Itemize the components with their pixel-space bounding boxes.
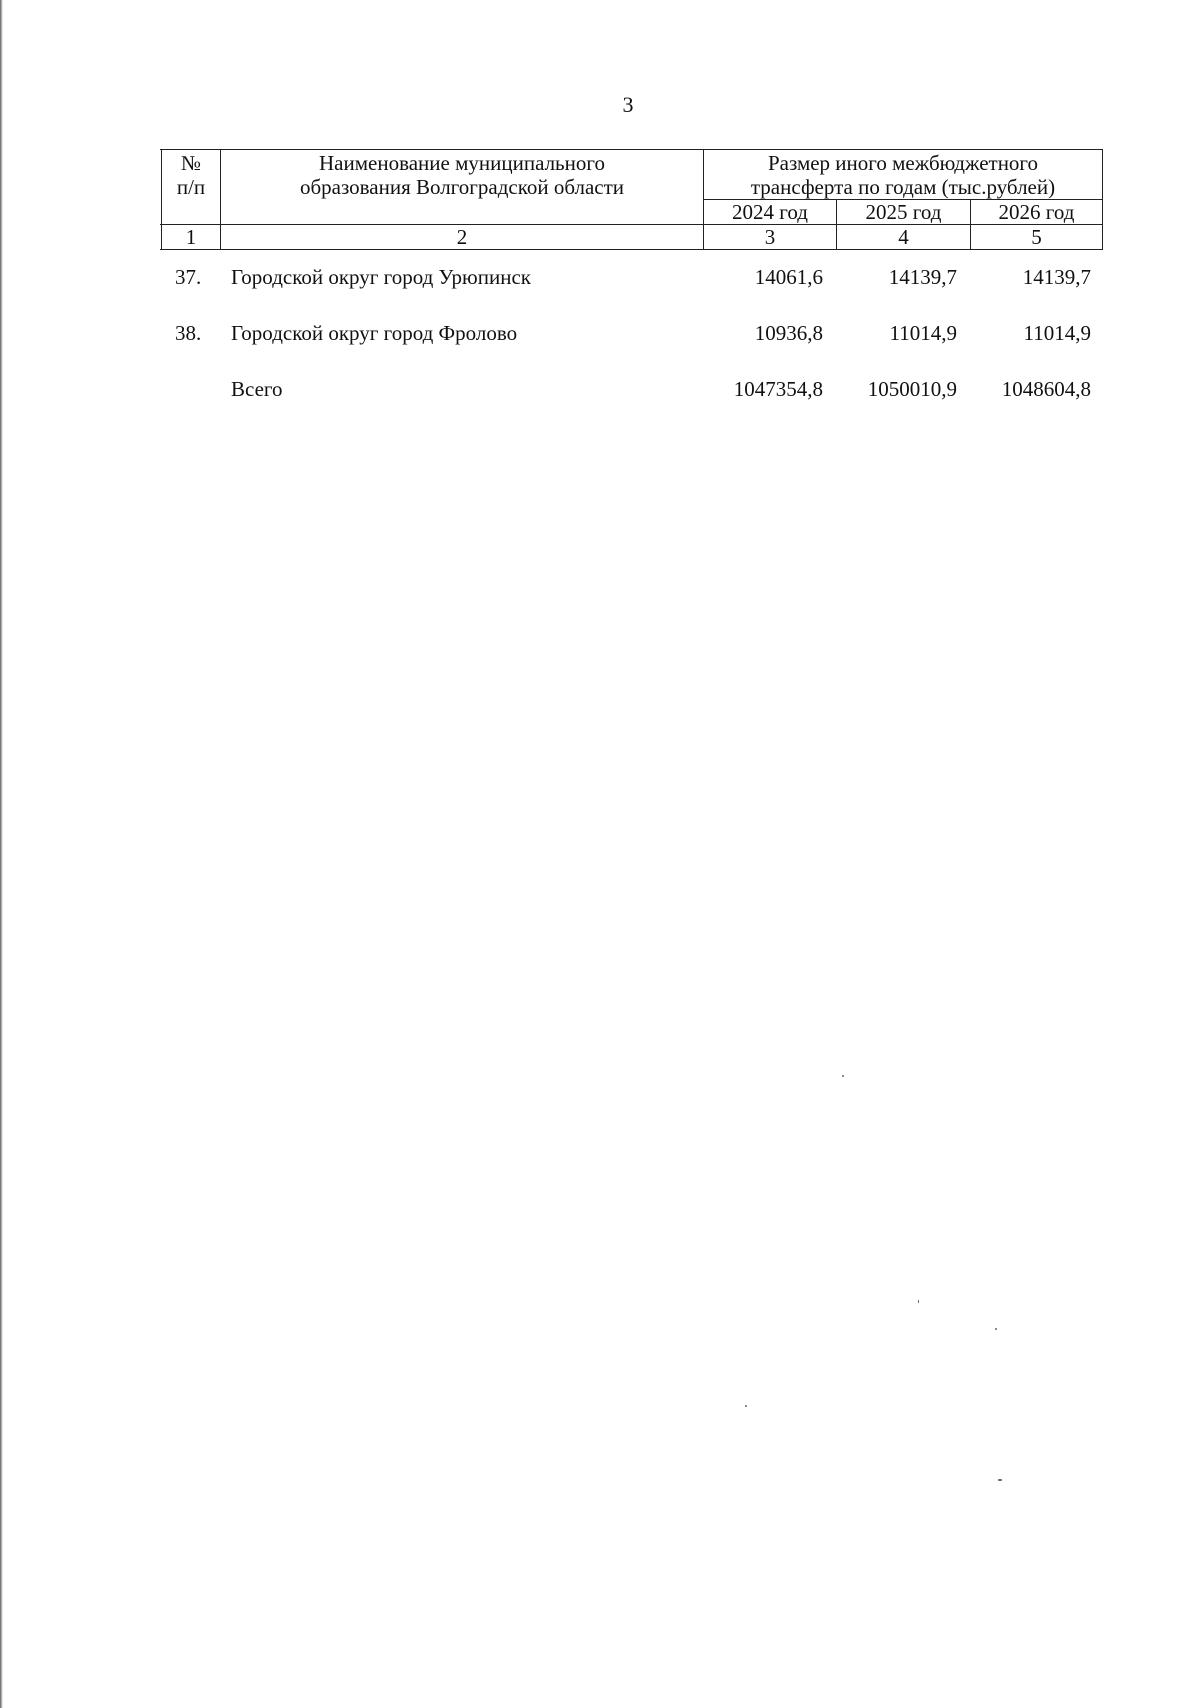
header-num-label: № п/п — [176, 151, 206, 199]
total-value-2024: 1047354,8 — [733, 377, 823, 401]
column-number-3: 3 — [764, 225, 776, 249]
column-number-1: 1 — [185, 225, 197, 249]
scan-speck — [745, 1405, 747, 1407]
scan-speck — [918, 1300, 919, 1303]
scan-edge — [0, 0, 3, 1708]
colnum-bottom-rule — [160, 249, 1103, 250]
scan-speck — [998, 1479, 1002, 1481]
header-name-col — [222, 151, 702, 199]
page-number: 3 — [622, 92, 634, 117]
total-value-2025: 1050010,9 — [867, 377, 957, 401]
row-number: 37. — [175, 265, 202, 289]
column-number-4: 4 — [898, 225, 909, 249]
total-value-2026: 1048604,8 — [1001, 377, 1091, 401]
column-number-5: 5 — [1031, 225, 1042, 249]
header-transfer-label: Размер иного межбюджетного трансферта по годам (тыс.рублей) — [750, 151, 1056, 199]
header-year-2025: 2025 год — [865, 200, 942, 224]
header-num-col — [164, 151, 218, 199]
row-value-2026: 14139,7 — [1022, 265, 1091, 289]
header-year-2026: 2026 год — [998, 200, 1075, 224]
column-number-2: 2 — [456, 225, 468, 249]
row-value-2025: 14139,7 — [888, 265, 957, 289]
colnum-top-rule — [160, 224, 1103, 225]
header-name-label: Наименование муниципального образования Волгоградской области — [299, 151, 625, 199]
row-number: 38. — [175, 321, 202, 345]
table-top-rule — [160, 149, 1103, 150]
row-value-2025: 11014,9 — [889, 321, 957, 345]
row-name: Городской округ город Урюпинск — [231, 265, 531, 289]
total-label: Всего — [231, 377, 283, 401]
table-right-rule — [1102, 149, 1103, 249]
row-value-2024: 10936,8 — [754, 321, 823, 345]
scan-speck — [842, 1075, 844, 1077]
scan-speck — [995, 1328, 997, 1330]
header-transfer-col — [705, 151, 1101, 199]
row-value-2024: 14061,6 — [754, 265, 823, 289]
row-value-2026: 11014,9 — [1023, 321, 1091, 345]
header-year-2024: 2024 год — [732, 200, 808, 224]
row-name: Городской округ город Фролово — [231, 321, 518, 345]
